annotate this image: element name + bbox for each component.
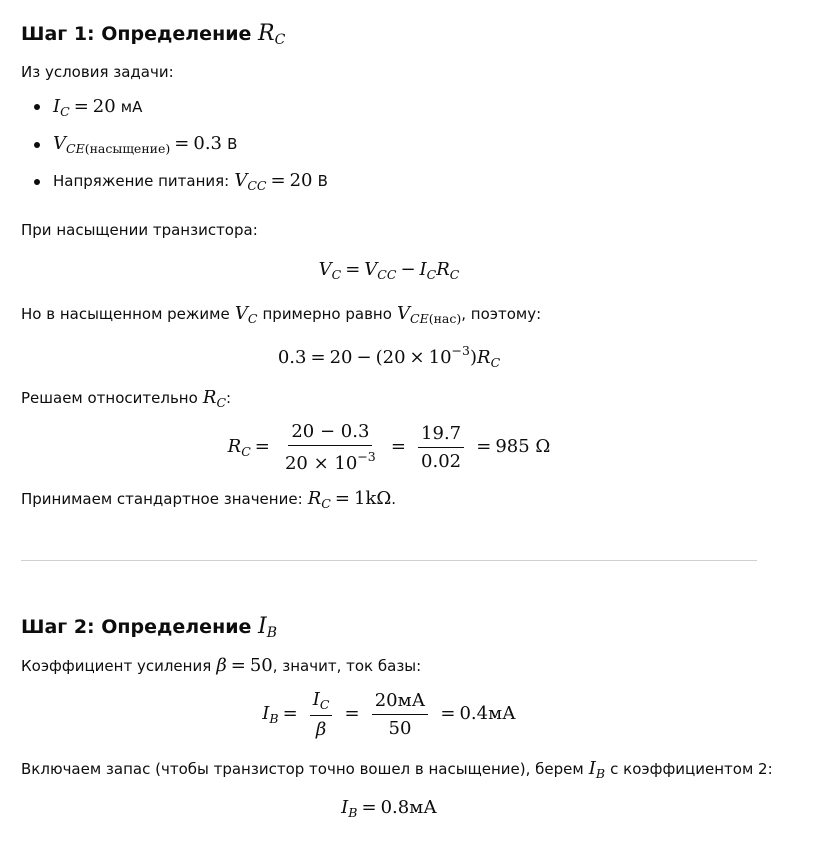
bullet-supply: Напряжение питания: $V_{CC} = 20$ В — [53, 170, 328, 193]
saturation-text: При насыщении транзистора: — [21, 221, 258, 239]
bullet-dot — [34, 142, 40, 148]
equation-vc: $V_C = V_{CC} - I_CR_C$ — [318, 259, 460, 282]
section-divider — [21, 560, 757, 561]
heading-math: $I_B$ — [258, 614, 278, 641]
bullet-current: $I_C = 20$ мА — [53, 96, 143, 119]
saturation-note: Но в насыщенном режиме $V_C$ примерно равно $V_{CE(нас)}$, поэтому: — [21, 303, 542, 326]
solve-text: Решаем относительно $R_C$: — [21, 387, 232, 410]
equation-rc: $R_C$ = $\frac{20 - 0.3}{20 \times 10^{-3}}$ = $\frac{19.7}{0.02}$ = 985 Ω — [227, 421, 551, 474]
accept-text: Принимаем стандартное значение: $R_C = 1k\Omega$. — [21, 488, 397, 511]
margin-text: Включаем запас (чтобы транзистор точно вошел в насыщение), берем $I_B$ с коэффициентом 2: — [21, 758, 773, 781]
bullet-dot — [34, 104, 40, 110]
fraction: $\frac{20 - 0.3}{20 \times 10^{-3}}$ — [284, 421, 376, 474]
bullet-dot — [34, 179, 40, 185]
fraction: $\frac{20мА}{50}$ — [372, 690, 429, 739]
equation-ib-final: $I_B = 0.8мА$ — [341, 797, 437, 820]
fraction: $\frac{19.7}{0.02}$ — [418, 423, 464, 472]
bullet-vce: $V_{CE(насыщение)} = 0.3$ В — [53, 133, 238, 156]
equation-substitution: $0.3 = 20 - (20 \times 10^{-3})R_C$ — [277, 343, 501, 370]
intro-text: Из условия задачи: — [21, 63, 174, 81]
gain-text: Коэффициент усиления β = 50, значит, ток базы: — [21, 655, 422, 676]
equation-ib: $I_B$ = $\frac{I_C}{\beta}$ = $\frac{20мА}{50}$ = 0.4мА — [262, 689, 516, 740]
heading-math: $R_C$ — [258, 21, 286, 48]
step1-heading: Шаг 1: Определение $R_C$ — [21, 21, 286, 48]
step2-heading: Шаг 2: Определение $I_B$ — [21, 614, 278, 641]
fraction: $\frac{I_C}{\beta}$ — [310, 689, 333, 740]
